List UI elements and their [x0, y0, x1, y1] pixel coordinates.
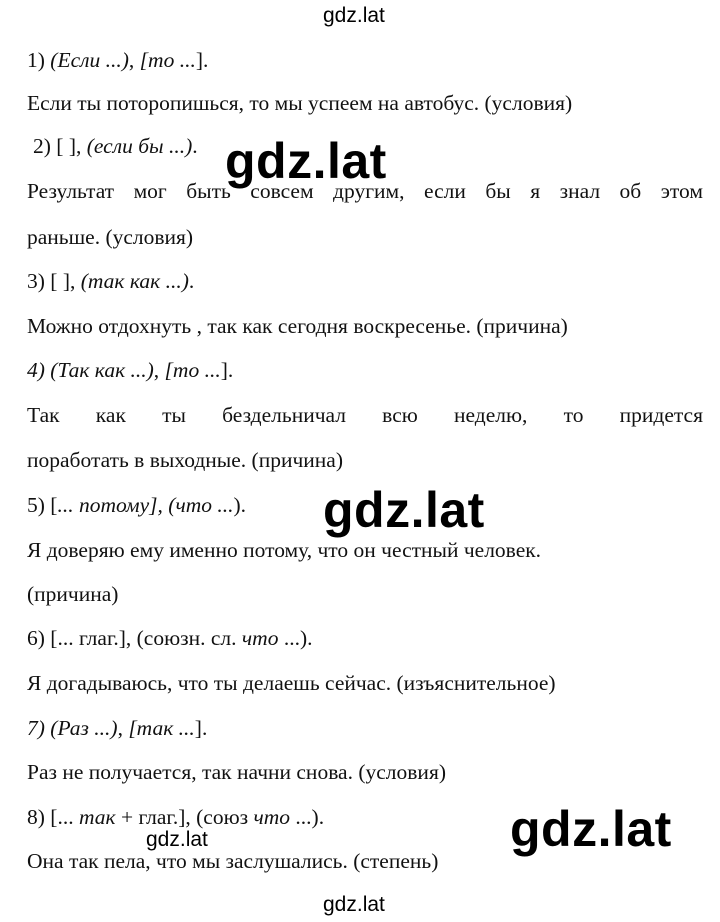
scheme-1-sep: , [128, 48, 140, 72]
watermark-top: gdz.lat [323, 4, 385, 27]
example-2b: раньше. (условия) [27, 225, 194, 249]
scheme-4 [27, 357, 233, 383]
example-7: Раз не получается, так начни снова. (условия) [27, 760, 446, 784]
scheme-1-end: ]. [195, 48, 209, 72]
scheme-8-c: + глаг.], (союз [115, 805, 254, 829]
example-5a: Я доверяю ему именно потому, что он честный человек. [27, 538, 542, 562]
watermark-small-left: gdz.lat [146, 828, 208, 851]
scheme-7-end: ]. [194, 716, 208, 740]
scheme-8-what: что [253, 805, 291, 829]
scheme-3-end: . [188, 269, 195, 293]
scheme-6-c: ...). [278, 626, 313, 650]
example-6: Я догадываюсь, что ты делаешь сейчас. (изъяснительное) [27, 671, 556, 695]
scheme-8 [27, 804, 324, 830]
scheme-1 [27, 47, 208, 73]
scheme-2-num: 2) [ ], [33, 134, 87, 158]
example-4b: поработать в выходные. (причина) [27, 448, 343, 472]
scheme-4-sep: , [153, 358, 165, 382]
scheme-5 [27, 492, 246, 518]
watermark-bottom: gdz.lat [323, 893, 385, 916]
scheme-8-e: ...). [290, 805, 325, 829]
scheme-1-num: 1) [27, 48, 51, 72]
scheme-2-sub: (если бы ...) [86, 134, 193, 158]
scheme-8-so: так [78, 805, 116, 829]
scheme-6-a: 6) [... глаг.], (союзн. сл. [27, 626, 242, 650]
watermark-overlay-2: gdz.lat [323, 482, 485, 538]
scheme-3-sub: (так как ...) [80, 269, 189, 293]
scheme-2-end: . [192, 134, 198, 158]
scheme-2 [33, 133, 198, 159]
scheme-4-end: ]. [220, 358, 234, 382]
example-2a: Результат мог быть совсем другим, если бы я знал об этом [27, 179, 703, 203]
scheme-4-sub: 4) (Так как ...) [27, 358, 154, 382]
scheme-7-sep: , [117, 716, 129, 740]
scheme-6-word: что [241, 626, 279, 650]
scheme-3 [27, 268, 194, 294]
scheme-3-num: 3) [ ], [27, 269, 81, 293]
scheme-7 [27, 715, 207, 741]
example-1: Если ты поторопишься, то мы успеем на автобус. (условия) [27, 91, 573, 115]
scheme-5-num: 5) [ [27, 493, 58, 517]
example-5b: (причина) [27, 582, 119, 606]
example-4a: Так как ты бездельничал всю неделю, то придется [27, 403, 703, 427]
scheme-6 [27, 625, 313, 651]
watermark-overlay-3: gdz.lat [510, 801, 672, 857]
scheme-1-sub: (Если ...) [50, 48, 129, 72]
scheme-7-sub: 7) (Раз ...) [27, 716, 118, 740]
example-8: Она так пела, что мы заслушались. (степень) [27, 849, 439, 873]
scheme-5-end: ). [233, 493, 247, 517]
example-3: Можно отдохнуть , так как сегодня воскресенье. (причина) [27, 314, 568, 338]
scheme-4-main: [то ... [164, 358, 221, 382]
scheme-8-a: 8) [... [27, 805, 79, 829]
scheme-1-main: [то ... [139, 48, 196, 72]
scheme-5-body: ... потому], (что ... [57, 493, 234, 517]
scheme-7-main: [так ... [128, 716, 195, 740]
watermark-overlay-1: gdz.lat [225, 133, 387, 189]
